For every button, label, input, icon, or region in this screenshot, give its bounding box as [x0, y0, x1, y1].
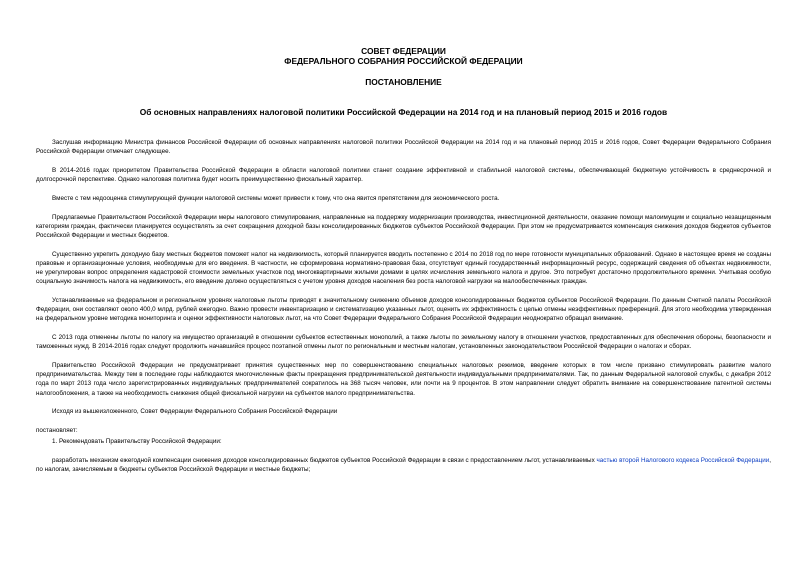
paragraph: Заслушав информацию Министра финансов Российской Федерации об основных направлениях налоговой политики Российской Федерации на 2014 год и на плановый период 2015 и 2016 годов, Совет Федерации Федерального Собрания Российской Федерации отмечает следующее.: [36, 139, 771, 156]
recommendation-paragraph: [36, 456, 771, 474]
paragraph: С 2013 года отменены льготы по налогу на имущество организаций в отношении субъектов естественных монополий, а также льготы по земельному налогу в отношении участков, предоставленных для обеспечения обороны, безопасности и таможенных нужд. В 2014-2016 годах следует продолжить начавшийся процесс поэтапной отмены льгот по региональным и местным налогам, установленных законодательством Российской Федерации о налогах и сборах.: [36, 334, 771, 351]
paragraph: Исходя из вышеизложенного, Совет Федерации Федерального Собрания Российской Федерации: [52, 408, 338, 416]
document-body: [36, 138, 771, 474]
paragraph: Предлагаемые Правительством Российской Федерации меры налогового стимулирования, направленные на поддержку модернизации производства, инвестиционной деятельности, оказание помощи малоимущим и социально незащищенным категориям граждан, фактически планируется осуществлять за счет сокращения доходной базы консолидированных бюджетов субъектов Российской Федерации. При этом не предусматривается компенсация снижения доходов бюджетов субъектов Российской Федерации и местных бюджетов.: [36, 213, 771, 239]
paragraph: Существенно укрепить доходную базу местных бюджетов поможет налог на недвижимость, который планируется вводить постепенно с 2014 по 2018 год по мере готовности муниципальных образований. Однако в настоящее время не созданы правовые и организационные условия, необходимые для его введения. В частности, не сформирована нормативно-правовая база, отсутствует единый государственный информационный ресурс, содержащий сведения об объектах недвижимости, не урегулирован вопрос определения кадастровой стоимости земельных участков под многоквартирными жилыми домами в целях исчисления земельного налога и другое. Это потребует достаточно продолжительного времени. Учитывая особую социальную значимость налога на недвижимость, его введение должно осуществляться с учетом уровня доходов населения без роста налоговой нагрузки на малообеспеченных граждан.: [36, 250, 771, 286]
recommendation-item-1: 1. Рекомендовать Правительству Российской Федерации:: [52, 438, 222, 446]
org-name-line2: ФЕДЕРАЛЬНОГО СОБРАНИЯ РОССИЙСКОЙ ФЕДЕРАЦИИ: [284, 56, 523, 66]
recommendation-text-start: разработать механизм ежегодной компенсации снижения доходов консолидированных бюджетов субъектов Российской Федерации в связи с предоставлением льгот, устанавливаемых: [52, 456, 597, 464]
paragraph: Вместе с тем недооценка стимулирующей функции налоговой системы может привести к тому, что она явится препятствием для экономического роста.: [52, 194, 500, 202]
paragraph: Правительство Российской Федерации не предусматривает принятия существенных мер по совершенствованию специальных налоговых режимов, введение которых в том числе призвано стимулировать развитие малого предпринимательства. Между тем в последние годы наблюдаются многочисленные факты прекращения предпринимательской деятельности индивидуальными предпринимателями. Так, по данным Федеральной налоговой службы, с декабря 2012 года по март 2013 года число зарегистрированных индивидуальных предпринимателей сократилось на 368 тысяч человек, или почти на 9 процентов. В этом направлении следует обратить внимание на совершенствование патентной системы налогообложения, а также на необходимость снижения общей фискальной нагрузки на субъектов малого предпринимательства.: [36, 361, 771, 397]
recommendation-text-end: , по налогам, зачисляемым в бюджеты субъектов Российской Федерации и местные бюджеты;: [36, 456, 771, 474]
document-type: ПОСТАНОВЛЕНИЕ: [365, 77, 442, 87]
paragraph: Устанавливаемые на федеральном и региональном уровнях налоговые льготы приводят к значительному снижению объемов доходов консолидированных бюджетов субъектов Российской Федерации. По данным Счетной палаты Российской Федерации, они составляют около 400,0 млрд. рублей ежегодно. Важно провести инвентаризацию и систематизацию указанных льгот, оценить их эффективность с целью отмены неэффективных преференций. Для этого необходима утвержденная на федеральном уровне методика мониторинга и оценки эффективности налоговых льгот, на что Совет Федерации Федерального Собрания Российской Федерации неоднократно обращал внимание.: [36, 296, 771, 323]
org-name-line1: СОВЕТ ФЕДЕРАЦИИ: [361, 46, 446, 56]
resolves-label: постановляет:: [36, 426, 78, 434]
document-title: Об основных направлениях налоговой политики Российской Федерации на 2014 год и на плановый период 2015 и 2016 годов: [139, 107, 668, 117]
tax-code-link[interactable]: частью второй Налогового кодекса Российской Федерации: [596, 456, 770, 464]
paragraph: В 2014-2016 годах приоритетом Правительства Российской Федерации в области налоговой политики станет создание эффективной и стабильной налоговой системы, обеспечивающей бюджетную устойчивость в среднесрочной и долгосрочной перспективе. Однако налоговая политика будет носить преимущественно фискальный характер.: [36, 166, 771, 184]
